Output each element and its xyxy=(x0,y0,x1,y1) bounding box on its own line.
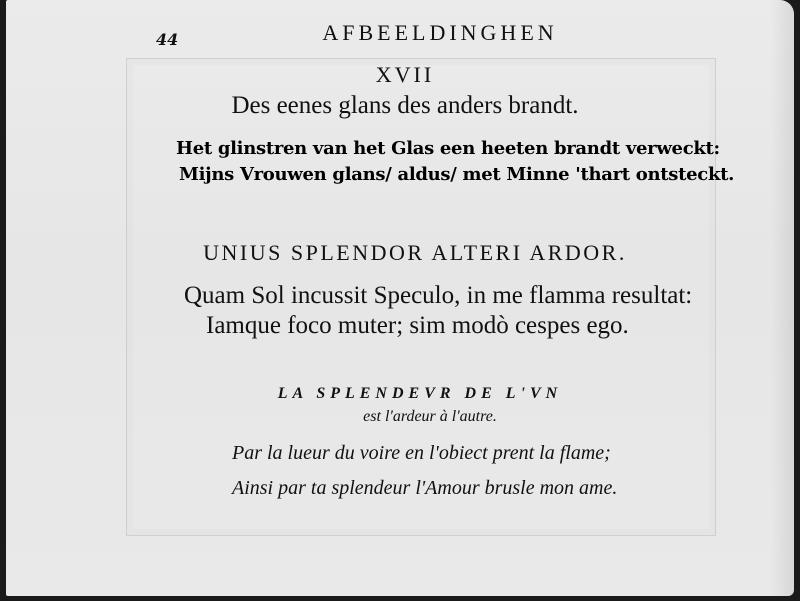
dutch-motto: Des eenes glans des anders brandt. xyxy=(231,92,579,119)
french-motto: LA SPLENDEVR DE L'VN xyxy=(277,385,563,402)
latin-verse-line: Quam Sol incussit Speculo, in me flamma resultat: xyxy=(184,282,693,309)
page-number: 44 xyxy=(156,30,179,49)
french-verse-line: Ainsi par ta splendeur l'Amour brusle mon ame. xyxy=(232,477,618,499)
latin-motto: UNIUS SPLENDOR ALTERI ARDOR. xyxy=(203,240,627,265)
running-head: AFBEELDINGHEN xyxy=(322,20,558,45)
page-edge-shadow xyxy=(770,0,794,596)
dutch-verse-line: Mijns Vrouwen glans/ aldus/ met Minne 'thart ontsteckt. xyxy=(179,164,735,185)
latin-verse-line: Iamque foco muter; sim modò cespes ego. xyxy=(206,312,629,339)
emblem-numeral: XVII xyxy=(375,62,435,87)
dutch-verse-line: Het glinstren van het Glas een heeten brandt verweckt: xyxy=(176,138,720,159)
french-subtitle: est l'ardeur à l'autre. xyxy=(363,408,497,425)
book-page xyxy=(6,0,794,596)
french-verse-line: Par la lueur du voire en l'obiect prent la flame; xyxy=(232,442,611,464)
